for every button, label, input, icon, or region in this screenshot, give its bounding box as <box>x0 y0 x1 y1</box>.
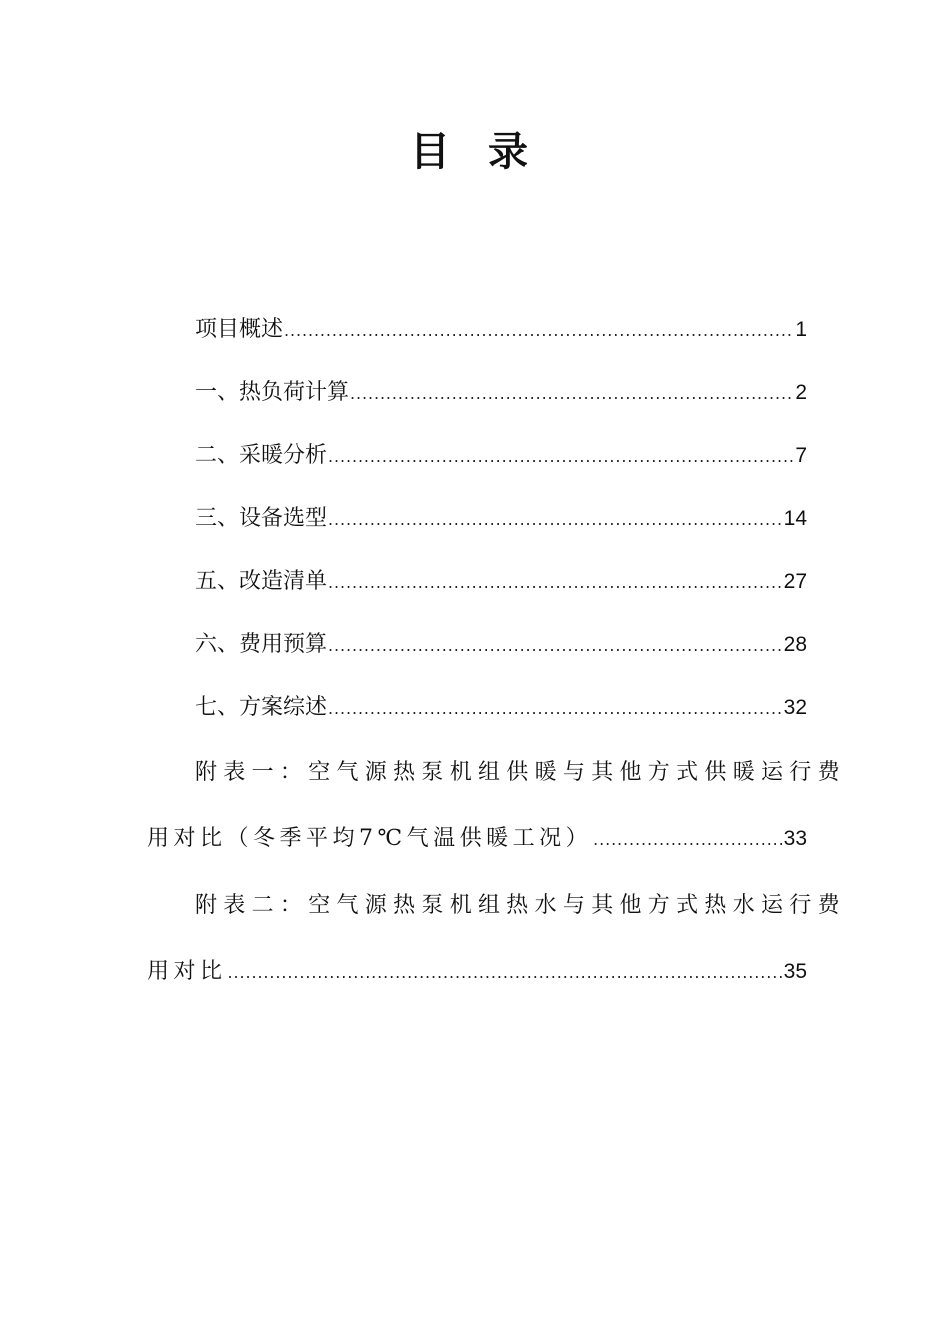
toc-leader-dots <box>350 377 794 411</box>
toc-entry-label: 用对比（冬季平均7℃气温供暖工况） <box>147 826 593 851</box>
toc-entry-heating-analysis[interactable] <box>195 439 807 474</box>
toc-entry-equipment-selection[interactable] <box>195 502 807 537</box>
toc-page-number: 2 <box>795 381 807 404</box>
toc-entry-label: 六、费用预算 <box>195 632 328 657</box>
toc-page-number: 35 <box>783 960 807 983</box>
toc-leader-dots <box>328 440 794 474</box>
toc-page-number: 7 <box>795 444 807 467</box>
toc-entry-heat-load[interactable] <box>195 376 807 411</box>
toc-appendix-1-line-1[interactable]: 附表一：空气源热泵机组供暖与其他方式供暖运行费 <box>195 760 846 785</box>
toc-leader-dots <box>328 692 783 726</box>
toc-leader-dots <box>328 503 783 537</box>
toc-entry-label: 二、采暖分析 <box>195 443 328 468</box>
toc-page-number: 32 <box>783 696 807 719</box>
toc-leader-dots <box>328 629 783 663</box>
toc-entry-scheme-summary[interactable] <box>195 691 807 726</box>
toc-page-number: 14 <box>783 507 807 530</box>
toc-leader-dots <box>284 314 794 348</box>
toc-entry-project-overview[interactable] <box>195 313 807 348</box>
toc-entry-label: 一、热负荷计算 <box>195 380 350 405</box>
toc-leader-dots <box>228 956 783 990</box>
toc-entry-label: 五、改造清单 <box>195 569 328 594</box>
toc-entry-appendix-2[interactable] <box>147 955 807 990</box>
toc-leader-dots <box>328 566 783 600</box>
toc-entry-renovation-list[interactable] <box>195 565 807 600</box>
toc-page-number: 28 <box>783 633 807 656</box>
toc-page-number: 33 <box>783 827 807 850</box>
toc-entry-label: 用对比 <box>147 959 227 984</box>
toc-entry-cost-budget[interactable] <box>195 628 807 663</box>
toc-appendix-2-line-1[interactable]: 附表二：空气源热泵机组热水与其他方式热水运行费 <box>195 893 846 918</box>
toc-title: 目 录 <box>410 129 540 175</box>
toc-page-number: 27 <box>783 570 807 593</box>
toc-entry-appendix-1[interactable] <box>147 822 807 857</box>
toc-page-number: 1 <box>795 318 807 341</box>
toc-leader-dots <box>593 823 783 857</box>
toc-entry-label: 七、方案综述 <box>195 695 328 720</box>
toc-entry-label: 三、设备选型 <box>195 506 328 531</box>
toc-entry-label: 项目概述 <box>195 317 284 342</box>
